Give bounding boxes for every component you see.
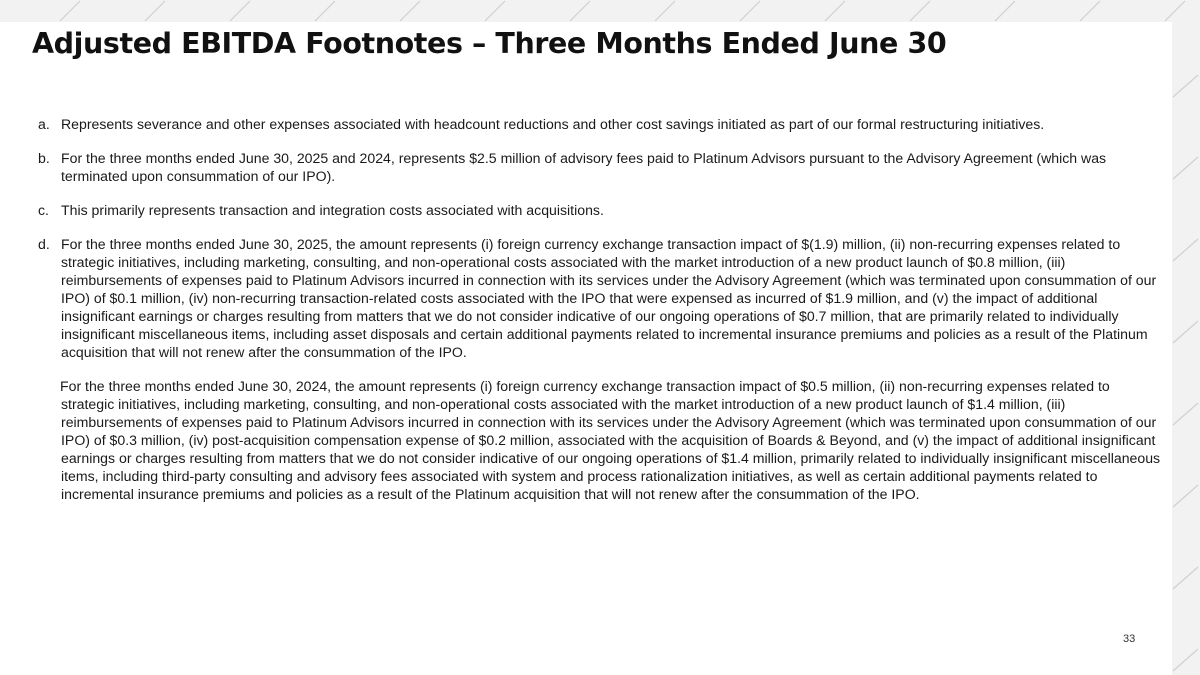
- footnote-text: Represents severance and other expenses associated with headcount reductions and other cost savings initiated as part of our formal restructuring initiatives.: [61, 116, 1045, 132]
- footnote-marker: a.: [38, 116, 50, 132]
- page-title: Adjusted EBITDA Footnotes – Three Months Ended June 30: [32, 27, 947, 60]
- footnotes-list: [38, 115, 1163, 519]
- footnote-text: This primarily represents transaction and integration costs associated with acquisitions.: [61, 202, 604, 218]
- footnote-text: For the three months ended June 30, 2025, the amount represents (i) foreign currency exchange transaction impact of $(1.9) million, (ii) non-recurring expenses related to strategic initiatives, including marketing, consulting, and non-operational costs associated with the market introduction of a new product launch of $0.8 million, (iii) reimbursements of expenses paid to Platinum Advisors incurred in connection with its services under the Advisory Agreement (which was terminated upon consummation of our IPO) of $0.1 million, (iv) non-recurring transaction-related costs associated with the IPO that were expensed as incurred of $1.9 million, and (v) the impact of additional insignificant earnings or charges resulting from matters that we do not consider indicative of our ongoing operations of $0.7 million, that are primarily related to individually insignificant miscellaneous items, including asset disposals and certain additional payments related to incremental insurance premiums and policies as a result of the Platinum acquisition that will not renew after the consummation of the IPO.: [61, 236, 1157, 360]
- footnote-marker: b.: [38, 150, 50, 166]
- footnote-text: For the three months ended June 30, 2025 and 2024, represents $2.5 million of advisory fees paid to Platinum Advisors pursuant to the Advisory Agreement (which was terminated upon consummation of our IPO).: [61, 150, 1107, 184]
- footnote-marker: c.: [38, 202, 49, 218]
- footnote-d-continuation: For the three months ended June 30, 2024, the amount represents (i) foreign currency exchange transaction impact of $0.5 million, (ii) non-recurring expenses related to strategic initiatives, including marketing, consulting, and non-operational costs associated with the market introduction of a new product launch of $1.4 million, (iii) reimbursements of expenses paid to Platinum Advisors incurred in connection with its services under the Advisory Agreement (which was terminated upon consummation of our IPO) of $0.3 million, (iv) post-acquisition compensation expense of $0.2 million, associated with the acquisition of Boards & Beyond, and (v) the impact of additional insignificant earnings or charges resulting from matters that we do not consider indicative of our ongoing operations of $1.4 million, primarily related to individually insignificant miscellaneous items, including third-party consulting and advisory fees associated with system and process rationalization initiatives, as well as certain additional payments related to incremental insurance premiums and policies as a result of the Platinum acquisition that will not renew after the consummation of the IPO.: [60, 378, 1161, 502]
- footnote-a: [38, 115, 1163, 133]
- footnote-marker: d.: [38, 236, 50, 252]
- footnote-c: [38, 201, 1163, 219]
- page-number: 33: [1123, 633, 1136, 645]
- footnote-d: [38, 235, 1163, 361]
- footnote-b: [38, 149, 1163, 185]
